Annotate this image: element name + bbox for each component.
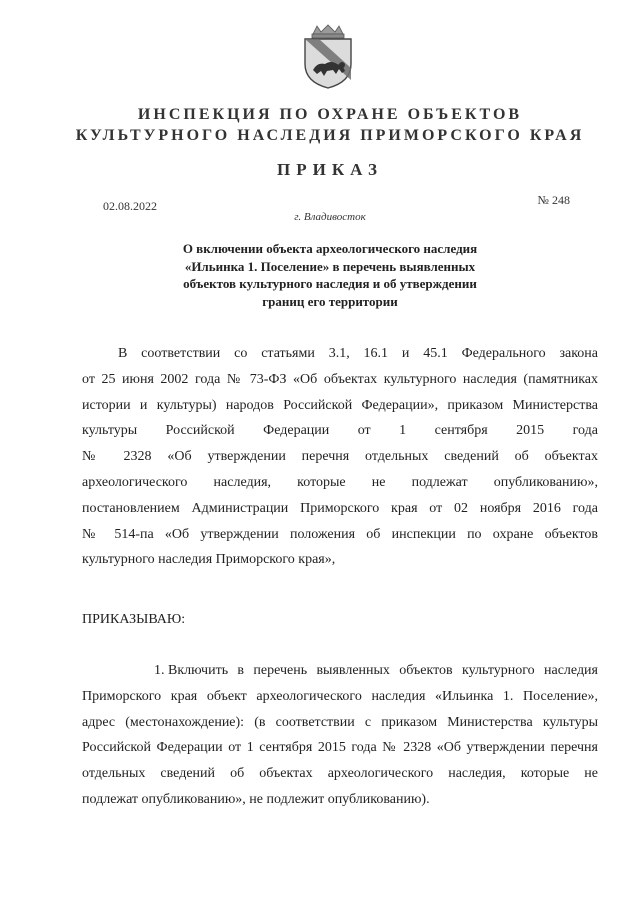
- document-city: г. Владивосток: [294, 211, 366, 223]
- preamble-paragraph: [82, 341, 598, 573]
- item-1-paragraph: [82, 658, 598, 813]
- item-1-line: отдельных сведений об объектах археологического наследия, которые не: [82, 766, 598, 782]
- organization-name-line2: КУЛЬТУРНОГО НАСЛЕДИЯ ПРИМОРСКОГО КРАЯ: [75, 127, 585, 144]
- item-1-first-line-text: Включить в перечень выявленных объектов культурного наследия: [168, 663, 598, 678]
- subject-line: «Ильинка 1. Поселение» в перечень выявленных: [184, 258, 476, 274]
- item-1-first-line: [82, 658, 598, 684]
- subject-line: границ его территории: [262, 293, 398, 309]
- item-1-line: Российской Федерации от 1 сентября 2015 года № 2328 «Об утверждении перечня: [82, 740, 598, 756]
- subject-line: объектов культурного наследия и об утверждении: [183, 276, 477, 291]
- item-1-line: Приморского края объект археологического наследия «Ильинка 1. Поселение»,: [82, 688, 598, 704]
- item-1-line: адрес (местонахождение): (в соответствии с приказом Министерства культуры: [82, 714, 598, 730]
- preamble-line: № 514-па «Об утверждении положения об инспекции по охране объектов: [82, 526, 598, 542]
- preamble-line: от 25 июня 2002 года № 73-ФЗ «Об объектах культурного наследия (памятниках: [82, 371, 598, 387]
- document-date: 02.08.2022: [103, 199, 157, 213]
- order-word: ПРИКАЗЫВАЮ:: [82, 612, 186, 627]
- coat-of-arms-emblem: [299, 24, 357, 90]
- document-number: № 248: [537, 193, 570, 207]
- preamble-line: № 2328 «Об утверждении перечня отдельных сведений об объектах: [82, 449, 598, 465]
- subject-line: О включении объекта археологического наследия: [182, 241, 478, 256]
- item-number: 1.: [154, 663, 165, 678]
- document-subject: [150, 240, 510, 310]
- organization-name-line1: ИНСПЕКЦИЯ ПО ОХРАНЕ ОБЪЕКТОВ: [137, 106, 523, 123]
- preamble-line: истории и культуры) народов Российской Федерации», приказом Министерства: [82, 397, 598, 413]
- preamble-line: В соответствии со статьями 3.1, 16.1 и 45.1 Федерального закона: [118, 346, 598, 361]
- preamble-line: культуры Российской Федерации от 1 сентября 2015 года: [82, 423, 598, 439]
- document-type-title: ПРИКАЗ: [277, 160, 383, 179]
- preamble-line: культурного наследия Приморского края»,: [82, 552, 336, 568]
- preamble-line: постановлением Администрации Приморского края от 02 ноября 2016 года: [82, 500, 598, 516]
- item-1-line: подлежат опубликованию», не подлежит опубликованию).: [82, 791, 430, 807]
- preamble-line: археологического наследия, которые не подлежат опубликованию»,: [82, 474, 598, 490]
